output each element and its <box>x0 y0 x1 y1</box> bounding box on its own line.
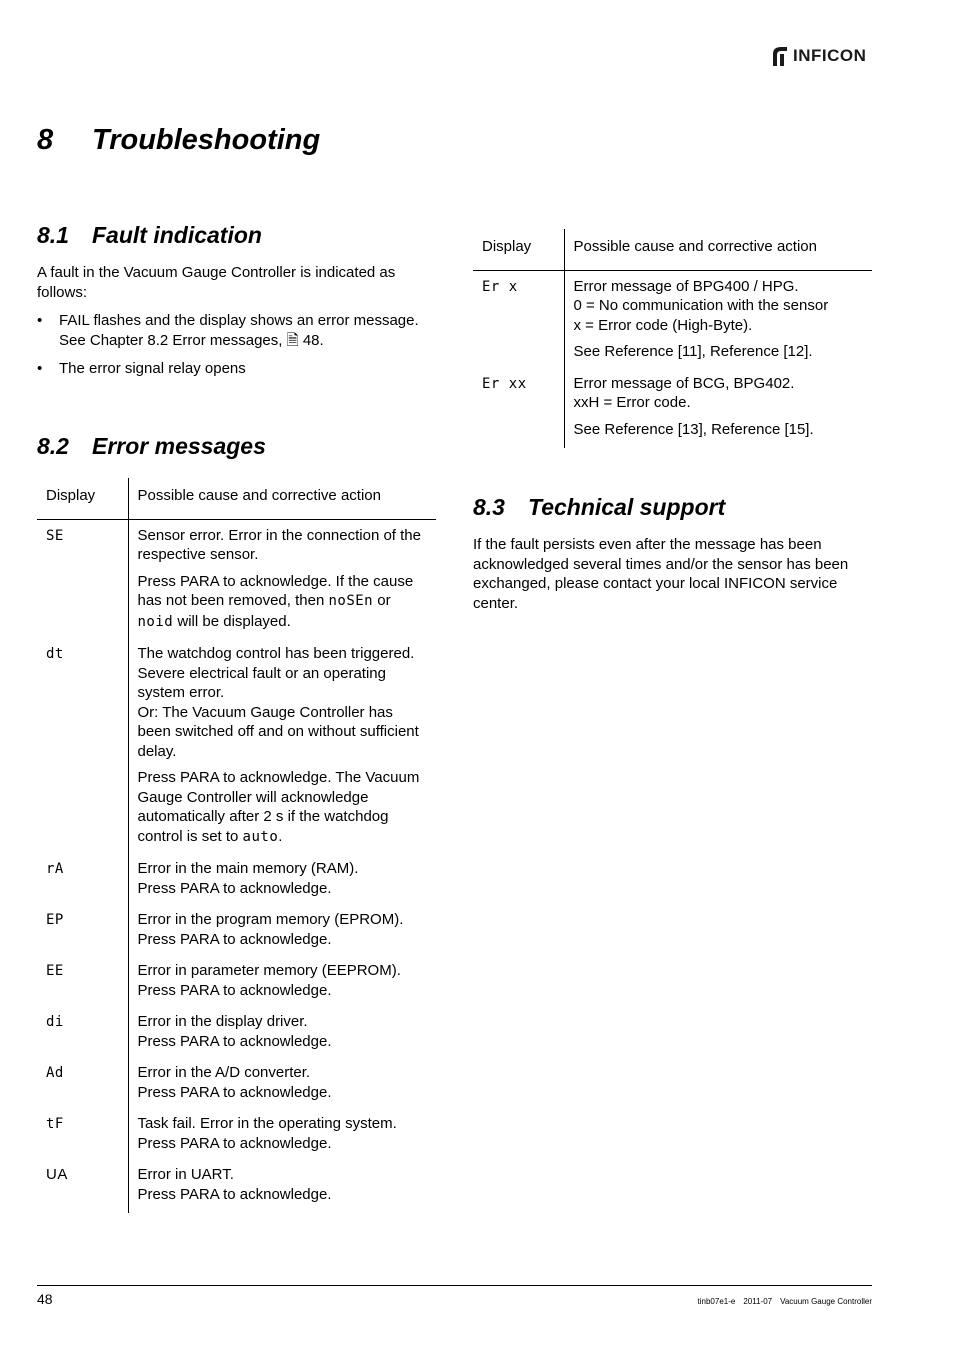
error-description-line: xxH = Error code. <box>573 394 691 411</box>
error-code: rA <box>46 861 64 877</box>
error-description: Error message of BPG400 / HPG. <box>573 277 799 295</box>
error-code: EP <box>46 912 64 928</box>
document-id: tinb07e1-e <box>697 1297 736 1306</box>
table-row <box>37 1159 436 1213</box>
action-text: . <box>278 827 283 845</box>
bullet-text: FAIL flashes and the display shows an error message. <box>59 312 419 329</box>
column-header-cause: Possible cause and corrective action <box>128 478 436 519</box>
section-title-text: Technical support <box>528 494 726 520</box>
error-action <box>138 572 428 633</box>
column-header-cause: Possible cause and corrective action <box>564 229 872 270</box>
error-action: Press PARA to acknowledge. <box>137 879 332 897</box>
section-title-text: Fault indication <box>92 222 262 248</box>
display-code: noid <box>137 613 174 630</box>
error-code: Er xx <box>482 375 527 392</box>
action-text: or <box>373 592 391 609</box>
fault-bullet-list <box>37 311 447 388</box>
table-row <box>37 1108 436 1159</box>
error-code: Ad <box>46 1065 64 1081</box>
section-fault-indication-title <box>37 222 262 249</box>
section-number: 8.2 <box>37 433 69 459</box>
table-row <box>473 368 872 449</box>
table-row <box>37 853 436 904</box>
error-code: Er x <box>482 278 518 295</box>
logo-text: INFICON <box>793 46 867 65</box>
error-code: UA <box>46 1166 68 1183</box>
column-header-display: Display <box>473 229 564 270</box>
error-reference: See Reference [13], Reference [15]. <box>573 420 814 438</box>
bullet-dot: • <box>37 360 43 377</box>
error-action: Press PARA to acknowledge. <box>137 1134 332 1152</box>
error-description: The watchdog control has been triggered. Severe electrical fault or an operating system error. <box>137 645 415 701</box>
bullet-text: The error signal relay opens <box>59 360 246 377</box>
error-action <box>138 768 428 847</box>
section-error-messages-title <box>37 433 266 460</box>
page-number: 48 <box>37 1291 53 1307</box>
section-technical-support-title <box>473 494 725 521</box>
action-text: Press PARA to acknowledge. If the cause has not been removed, then <box>137 572 414 609</box>
table-header-row <box>37 478 436 519</box>
error-reference: See Reference [11], Reference [12]. <box>573 343 813 360</box>
inficon-logo <box>770 44 866 68</box>
error-action: Press PARA to acknowledge. <box>137 981 332 999</box>
error-code: SE <box>46 527 64 544</box>
table-row <box>37 904 436 955</box>
column-header-display: Display <box>37 478 128 519</box>
error-action: Press PARA to acknowledge. <box>137 930 332 948</box>
list-item <box>37 359 447 379</box>
error-description-line: 0 = No communication with the sensor <box>573 297 829 314</box>
bullet-reference: See Chapter 8.2 Error messages, 🗎 48. <box>59 331 324 349</box>
product-name: Vacuum Gauge Controller <box>780 1297 872 1306</box>
section-number: 8.3 <box>473 494 505 520</box>
error-description-line: x = Error code (High-Byte). <box>573 316 753 334</box>
action-text: will be displayed. <box>173 612 291 630</box>
error-description: Error in the A/D converter. <box>137 1064 311 1081</box>
technical-support-text: If the fault persists even after the message has been acknowledged several times and/or the sensor has been exchanged, please contact your local INFICON service center. <box>473 536 849 612</box>
footer-divider <box>37 1285 872 1286</box>
inficon-logo-icon <box>770 44 790 68</box>
fault-intro: A fault in the Vacuum Gauge Controller is indicated as follows: <box>37 264 396 301</box>
error-description: Error in parameter memory (EEPROM). <box>137 962 401 979</box>
error-messages-table <box>37 478 436 1213</box>
action-text: Press PARA to acknowledge. The Vacuum Gauge Controller will acknowledge automatically after 2 s if the watchdog control is set to <box>137 769 420 845</box>
error-description: Error message of BCG, BPG402. <box>573 374 795 392</box>
list-item <box>37 311 447 350</box>
document-date: 2011-07 <box>743 1297 773 1306</box>
error-description: Sensor error. Error in the connection of the respective sensor. <box>137 526 421 563</box>
error-code: dt <box>46 646 64 662</box>
footer-info <box>690 1297 872 1306</box>
table-row <box>37 1006 436 1057</box>
error-description-alt: Or: The Vacuum Gauge Controller has been switched off and on without sufficient delay. <box>137 703 419 760</box>
table-row <box>37 1057 436 1108</box>
table-row <box>37 955 436 1006</box>
chapter-title <box>37 124 320 157</box>
error-code: tF <box>46 1116 64 1132</box>
section-title-text: Error messages <box>92 433 266 459</box>
error-action: Press PARA to acknowledge. <box>137 1032 332 1050</box>
error-action: Press PARA to acknowledge. <box>137 1185 332 1203</box>
error-code: EE <box>46 963 64 979</box>
table-row <box>37 638 436 853</box>
table-row <box>37 519 436 638</box>
sensor-error-table <box>473 229 872 448</box>
chapter-number: 8 <box>37 124 54 156</box>
error-description: Error in the main memory (RAM). <box>137 860 359 877</box>
error-code: di <box>46 1014 64 1030</box>
table-header-row <box>473 229 872 270</box>
display-code: noSEn <box>328 593 374 609</box>
section-number: 8.1 <box>37 222 69 248</box>
error-description: Task fail. Error in the operating system. <box>137 1115 397 1132</box>
display-code: auto <box>242 828 279 845</box>
error-description: Error in the program memory (EPROM). <box>137 911 404 928</box>
table-row <box>473 270 872 368</box>
error-action: Press PARA to acknowledge. <box>137 1083 332 1101</box>
bullet-dot: • <box>37 312 43 329</box>
chapter-title-text: Troubleshooting <box>92 124 321 156</box>
error-description: Error in UART. <box>137 1166 234 1183</box>
error-description: Error in the display driver. <box>137 1013 308 1030</box>
